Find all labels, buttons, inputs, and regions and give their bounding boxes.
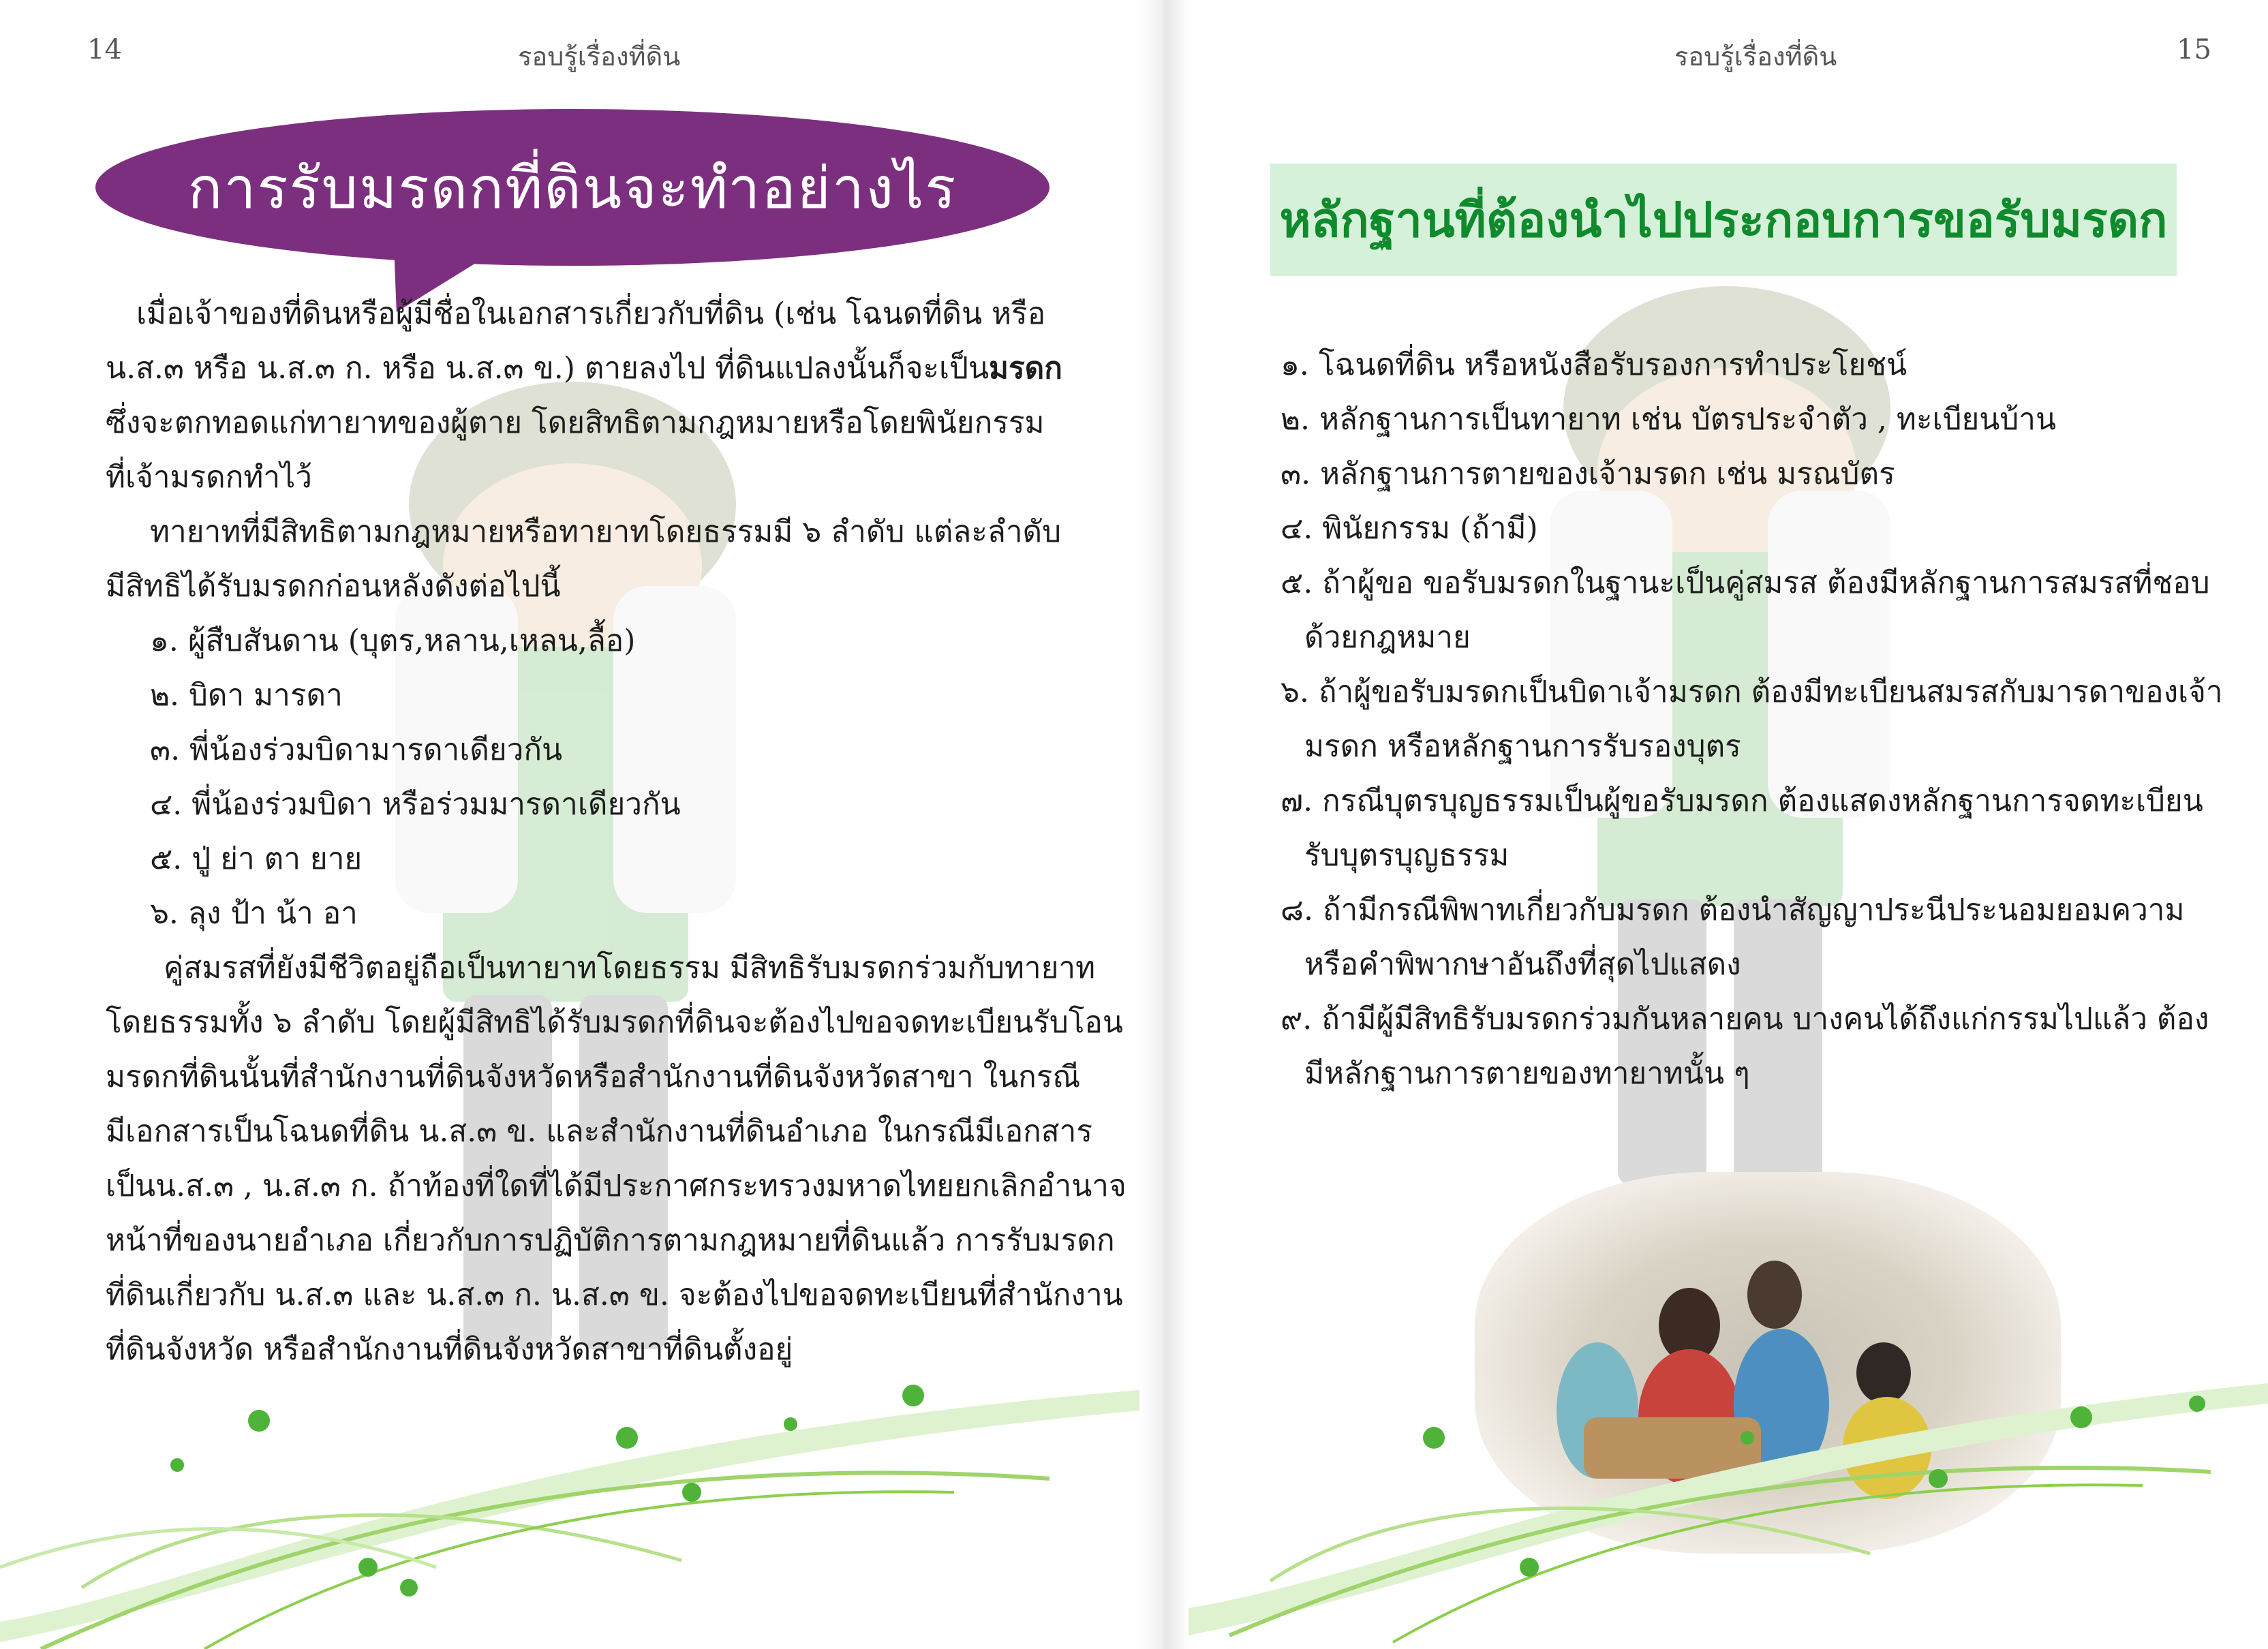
list-item: ๓. พี่น้องร่วมบิดามารดาเดียวกัน (150, 733, 563, 767)
paragraph-line: ซึ่งจะตกทอดแก่ทายาทของผู้ตาย โดยสิทธิตามกฎหมายหรือโดยพินัยกรรม (106, 405, 1045, 440)
list-item: ๔. พินัยกรรม (ถ้ามี) (1281, 511, 1538, 546)
floral-swirl-decoration-right (1189, 1363, 2268, 1649)
running-head-right: รอบรู้เรื่องที่ดิน (1674, 42, 1837, 72)
book-gutter (1139, 0, 1189, 1649)
right-page (1189, 0, 2268, 1649)
list-item: ๓. หลักฐานการตายของเจ้ามรดก เช่น มรณบัตร (1281, 457, 1895, 491)
paragraph-line: ที่ดินจังหวัด หรือสำนักงานที่ดินจังหวัดสาขาที่ดินตั้งอยู่ (106, 1332, 793, 1367)
list-item: ๔. พี่น้องร่วมบิดา หรือร่วมมารดาเดียวกัน (150, 787, 681, 822)
paragraph-line: หน้าที่ของนายอำเภอ เกี่ยวกับการปฏิบัติการตามกฎหมายที่ดินแล้ว การรับมรดก (106, 1223, 1115, 1258)
paragraph-line: เมื่อเจ้าของที่ดินหรือผู้มีชื่อในเอกสารเกี่ยวกับที่ดิน (เช่น โฉนดที่ดิน หรือ (136, 296, 1046, 331)
page-title-left: การรับมรดกที่ดินจะทำอย่างไร (187, 155, 957, 221)
paragraph-line: น.ส.๓ หรือ น.ส.๓ ก. หรือ น.ส.๓ ข.) ตายลงไป ที่ดินแปลงนั้นก็จะเป็นมรดก (106, 351, 1062, 386)
list-item: ๗. กรณีบุตรบุญธรรมเป็นผู้ขอรับมรดก ต้องแสดงหลักฐานการจดทะเบียน (1281, 784, 2203, 818)
list-item-continued: ด้วยกฎหมาย (1304, 620, 1471, 655)
list-item: ๒. หลักฐานการเป็นทายาท เช่น บัตรประจำตัว , ทะเบียนบ้าน (1281, 402, 2057, 437)
paragraph-line: มีสิทธิได้รับมรดกก่อนหลังดังต่อไปนี้ (106, 569, 561, 604)
paragraph-line: ที่เจ้ามรดกทำไว้ (106, 460, 312, 495)
bold-word: มรดก (989, 351, 1062, 386)
list-item: ๑. ผู้สืบสันดาน (บุตร,หลาน,เหลน,ลื้อ) (150, 623, 636, 658)
paragraph-line: โดยธรรมทั้ง ๖ ลำดับ โดยผู้มีสิทธิได้รับมรดกที่ดินจะต้องไปขอจดทะเบียนรับโอน (106, 1005, 1123, 1040)
paragraph-line: ที่ดินเกี่ยวกับ น.ส.๓ และ น.ส.๓ ก. น.ส.๓ ข. จะต้องไปขอจดทะเบียนที่สำนักงาน (106, 1278, 1123, 1312)
list-item: ๕. ถ้าผู้ขอ ขอรับมรดกในฐานะเป็นคู่สมรส ต้องมีหลักฐานการสมรสที่ชอบ (1281, 566, 2210, 600)
paragraph-line: มีเอกสารเป็นโฉนดที่ดิน น.ส.๓ ข. และสำนักงานที่ดินอำเภอ ในกรณีมีเอกสาร (106, 1114, 1092, 1149)
list-item-continued: รับบุตรบุญธรรม (1304, 838, 1510, 873)
page-number-left: 14 (87, 34, 122, 65)
running-head-left: รอบรู้เรื่องที่ดิน (518, 42, 681, 72)
list-item: ๖. ถ้าผู้ขอรับมรดกเป็นบิดาเจ้ามรดก ต้องมีทะเบียนสมรสกับมารดาของเจ้า (1281, 675, 2223, 709)
paragraph-line: ทายาทที่มีสิทธิตามกฎหมายหรือทายาทโดยธรรมมี ๖ ลำดับ แต่ละลำดับ (150, 514, 1062, 549)
paragraph-line: คู่สมรสที่ยังมีชีวิตอยู่ถือเป็นทายาทโดยธรรม มีสิทธิรับมรดกร่วมกับทายาท (164, 951, 1096, 985)
list-item: ๖. ลุง ป้า น้า อา (150, 896, 358, 931)
list-item: ๘. ถ้ามีกรณีพิพาทเกี่ยวกับมรดก ต้องนำสัญญาประนีประนอมยอมความ (1281, 893, 2185, 927)
paragraph-line: เป็นน.ส.๓ , น.ส.๓ ก. ถ้าท้องที่ใดที่ได้มีประกาศกระทรวงมหาดไทยยกเลิกอำนาจ (106, 1169, 1127, 1203)
list-item-continued: มีหลักฐานการตายของทายาทนั้น ๆ (1304, 1056, 1750, 1091)
page-title-right: หลักฐานที่ต้องนำไปประกอบการขอรับมรดก (1279, 192, 2168, 248)
list-item: ๕. ปู่ ย่า ตา ยาย (150, 842, 363, 876)
list-item: ๒. บิดา มารดา (150, 678, 343, 713)
list-item: ๑. โฉนดที่ดิน หรือหนังสือรับรองการทำประโยชน์ (1281, 348, 1907, 382)
page-number-right: 15 (2177, 34, 2211, 65)
list-item-continued: หรือคำพิพากษาอันถึงที่สุดไปแสดง (1304, 947, 1741, 982)
floral-swirl-decoration-left (0, 1363, 1139, 1649)
list-item-continued: มรดก หรือหลักฐานการรับรองบุตร (1304, 729, 1741, 764)
paragraph-line: มรดกที่ดินนั้นที่สำนักงานที่ดินจังหวัดหรือสำนักงานที่ดินจังหวัดสาขา ในกรณี (106, 1060, 1081, 1094)
list-item: ๙. ถ้ามีผู้มีสิทธิรับมรดกร่วมกันหลายคน บางคนได้ถึงแก่กรรมไปแล้ว ต้อง (1281, 1002, 2209, 1036)
